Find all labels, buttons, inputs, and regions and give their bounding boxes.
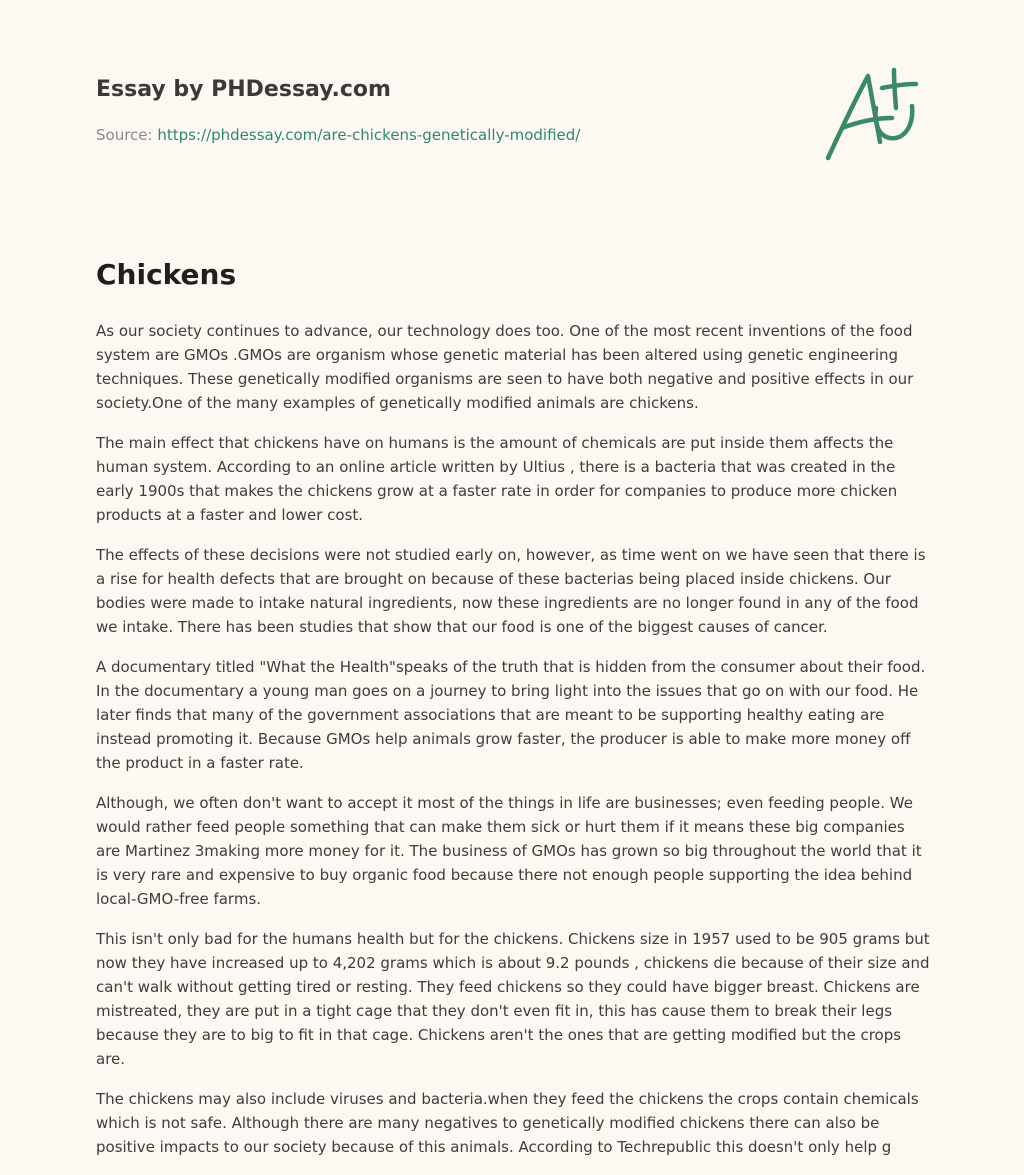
essay-paragraph: This isn't only bad for the humans health but for the chickens. Chickens size in 1957 used to be 905 grams but now they have increased up to 4,202 grams which is about 9.2 pounds , chickens die because of their size and can't walk without getting tired or resting. They feed chickens so they could have bigger breast. Chickens are mistreated, they are put in a tight cage that they don't even fit in, this has cause them to break their legs because they are to big to fit in that cage. Chickens aren't the ones that are getting modified but the crops are. [96,930,930,1068]
essay-content [96,255,932,1175]
essay-paragraph: The chickens may also include viruses and bacteria.when they feed the chickens the crops contain chemicals which is not safe. Although there are many negatives to genetically modified chickens there can also be positive impacts to our society because of this animals. According to Techrepublic this doesn't only help g [96,1090,919,1156]
essay-paragraph: As our society continues to advance, our technology does too. One of the most recent inventions of the food system are GMOs .GMOs are organism whose genetic material has been altered using genetic engineering techniques. These genetically modified organisms are seen to have both negative and positive effects in our society.One of the many examples of genetically modified animals are chickens. [96,322,914,412]
essay-paragraph: Although, we often don't want to accept it most of the things in life are businesses; even feeding people. We would rather feed people something that can make them sick or hurt them if it means these big companies are Martinez 3making more money for it. The business of GMOs has grown so big throughout the world that it is very rare and expensive to buy organic food because there not enough people supporting the idea behind local-GMO-free farms. [96,794,922,908]
essay-paragraph: The main effect that chickens have on humans is the amount of chemicals are put inside them affects the human system. According to an online article written by Ultius , there is a bacteria that was created in the early 1900s that makes the chickens grow at a faster rate in order for companies to produce more chicken products at a faster and lower cost. [96,434,898,524]
source-label: Source: [96,126,153,144]
essay-paragraph: A documentary titled "What the Health"speaks of the truth that is hidden from the consumer about their food. In the documentary a young man goes on a journey to bring light into the issues that go on with our food. He later finds that many of the government associations that are meant to be supporting healthy eating are instead promoting it. Because GMOs help animals grow faster, the producer is able to make more money off the product in a faster rate. [96,658,926,772]
page-header [96,74,836,146]
essay-title: Chickens [96,258,237,291]
site-brand: Essay by PHDessay.com [96,77,391,102]
source-link[interactable]: https://phdessay.com/are-chickens-genetically-modified/ [157,126,581,144]
essay-paragraph: The effects of these decisions were not studied early on, however, as time went on we have seen that there is a rise for health defects that are brought on because of these bacterias being placed inside chickens. Our bodies were made to intake natural ingredients, now these ingredients are no longer found in any of the food we intake. There has been studies that show that our food is one of the biggest causes of cancer. [96,546,926,636]
source-line [96,124,836,146]
a-plus-grade-icon [818,62,928,168]
